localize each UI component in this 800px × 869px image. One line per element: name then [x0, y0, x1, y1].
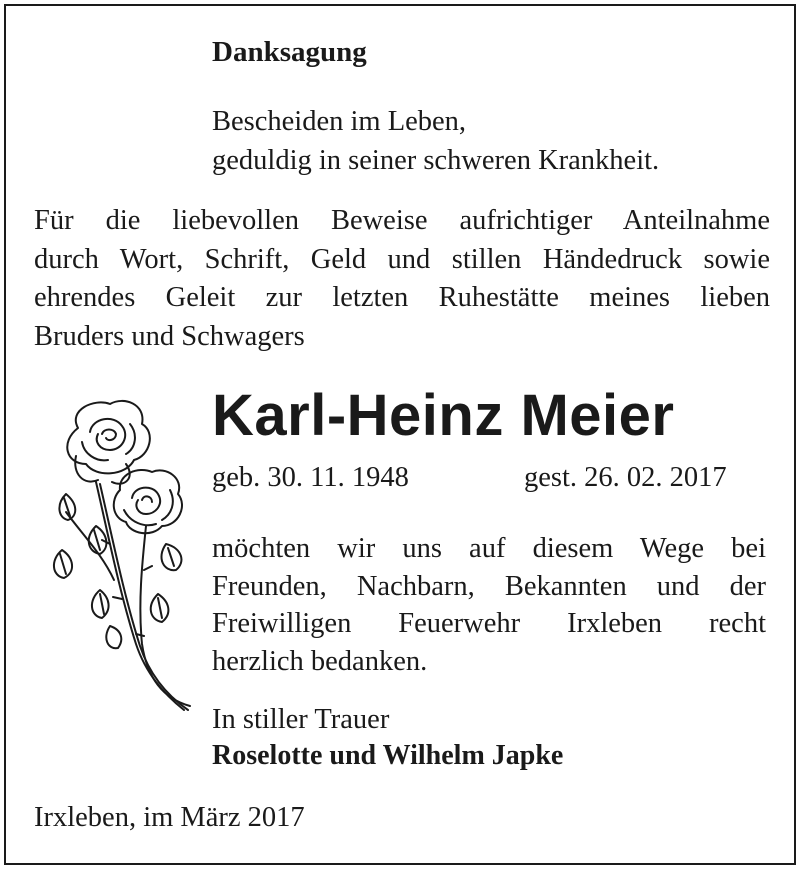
- thanks-line: herzlich bedanken.: [212, 645, 428, 677]
- thanks-paragraph: [212, 530, 766, 680]
- birth-date: geb. 30. 11. 1948: [212, 462, 409, 493]
- thanks-line: Freunden, Nachbarn, Bekannten und der: [212, 570, 766, 602]
- intro-line: Für die liebevollen Beweise aufrichtiger Anteilnahme: [34, 205, 770, 236]
- signers: Roselotte und Wilhelm Japke: [212, 740, 564, 771]
- mourning-phrase: In stiller Trauer: [212, 704, 390, 735]
- motto: [212, 102, 659, 180]
- thanks-line: möchten wir uns auf diesem Wege bei: [212, 533, 766, 564]
- place-date: Irxleben, im März 2017: [34, 802, 305, 833]
- intro-line: durch Wort, Schrift, Geld und stillen Händedruck sowie: [34, 243, 770, 275]
- notice-heading: Danksagung: [212, 36, 367, 68]
- death-date: gest. 26. 02. 2017: [524, 462, 727, 493]
- roses-illustration-icon: [38, 394, 208, 714]
- intro-paragraph: [34, 202, 770, 356]
- obituary-notice: [4, 4, 796, 865]
- thanks-line: Freiwilligen Feuerwehr Irxleben recht: [212, 608, 766, 639]
- motto-line: geduldig in seiner schweren Krankheit.: [212, 145, 660, 176]
- intro-line: ehrendes Geleit zur letzten Ruhestätte meines lieben: [34, 282, 770, 313]
- deceased-name: Karl-Heinz Meier: [212, 383, 675, 448]
- motto-line: Bescheiden im Leben,: [212, 106, 467, 137]
- intro-line: Bruders und Schwagers: [34, 320, 305, 352]
